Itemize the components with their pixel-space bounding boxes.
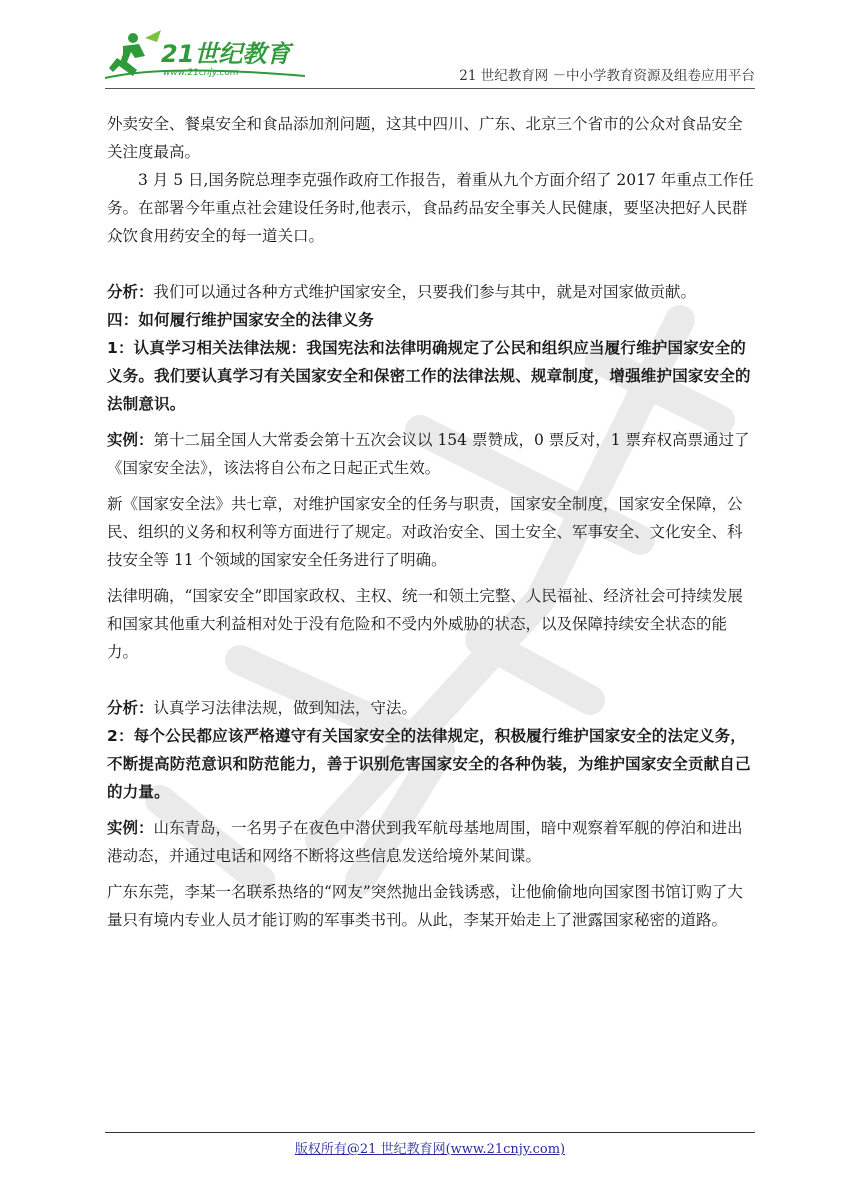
analysis-paragraph [107,694,757,722]
paragraph: 法律明确，“国家安全”即国家政权、主权、统一和领土完整、人民福祉、经济社会可持续发展和国家其他重大利益相对处于没有危险和不受内外威胁的状态，以及保障持续安全状态的能力。 [107,587,743,661]
paragraph: 3 月 5 日,国务院总理李克强作政府工作报告，着重从九个方面介绍了 2017 年重点工作任务。在部署今年重点社会建设任务时,他表示，食品药品安全事关人民健康，要坚决把好人民群众饮食用药安全的每一道关口。 [107,171,754,245]
logo-text: 21世纪教育 [161,40,291,68]
example-label: 实例： [107,431,154,449]
example-text: 第十二届全国人大常委会第十五次会议以 154 票赞成，0 票反对，1 票弃权高票通过了《国家安全法》，该法将自公布之日起正式生效。 [107,431,750,477]
paragraph: 广东东莞，李某一名联系热络的“网友”突然抛出金钱诱惑，让他偷偷地向国家图书馆订购了大量只有境内专业人员才能订购的军事类书刊。从此，李某开始走上了泄露国家秘密的道路。 [107,883,743,929]
document-body [107,110,757,934]
analysis-text: 我们可以通过各种方式维护国家安全，只要我们参与其中，就是对国家做贡献。 [153,283,697,301]
analysis-paragraph [107,278,757,306]
paragraph: 新《国家安全法》共七章，对维护国家安全的任务与职责，国家安全制度，国家安全保障，公民、组织的义务和权利等方面进行了规定。对政治安全、国土安全、军事安全、文化安全、科技安全等 11 个领域的国家安全任务进行了明确。 [107,495,743,569]
analysis-label: 分析： [107,283,154,301]
site-logo [105,28,305,84]
analysis-text: 认真学习法律法规，做到知法，守法。 [153,699,418,717]
key-point: 2：每个公民都应该严格遵守有关国家安全的法律规定，积极履行维护国家安全的法定义务，不断提高防范意识和防范能力，善于识别危害国家安全的各种伪装，为维护国家安全贡献自己的力量。 [107,727,751,801]
logo-url: www.21cnjy.com [163,68,239,78]
header-divider [105,88,755,89]
example-text: 山东青岛，一名男子在夜色中潜伏到我军航母基地周围，暗中观察着军舰的停泊和进出港动态，并通过电话和网络不断将这些信息发送给境外某间谍。 [107,819,743,865]
analysis-label: 分析： [107,699,154,717]
example-paragraph [107,426,757,482]
page-header [105,28,755,88]
key-point: 1：认真学习相关法律法规：我国宪法和法律明确规定了公民和组织应当履行维护国家安全的义务。我们要认真学习有关国家安全和保密工作的法律法规、规章制度，增强维护国家安全的法制意识。 [107,339,751,413]
footer-divider [105,1132,755,1133]
footer-copyright-link[interactable]: 版权所有@21 世纪教育网(www.21cnjy.com) [294,1142,566,1157]
example-label: 实例： [107,819,154,837]
header-site-title: 21 世纪教育网 －中小学教育资源及组卷应用平台 [459,68,755,84]
section-heading: 四：如何履行维护国家安全的法律义务 [107,311,374,329]
paragraph: 外卖安全、餐桌安全和食品添加剂问题，这其中四川、广东、北京三个省市的公众对食品安全关注度最高。 [107,115,743,161]
example-paragraph [107,814,757,870]
